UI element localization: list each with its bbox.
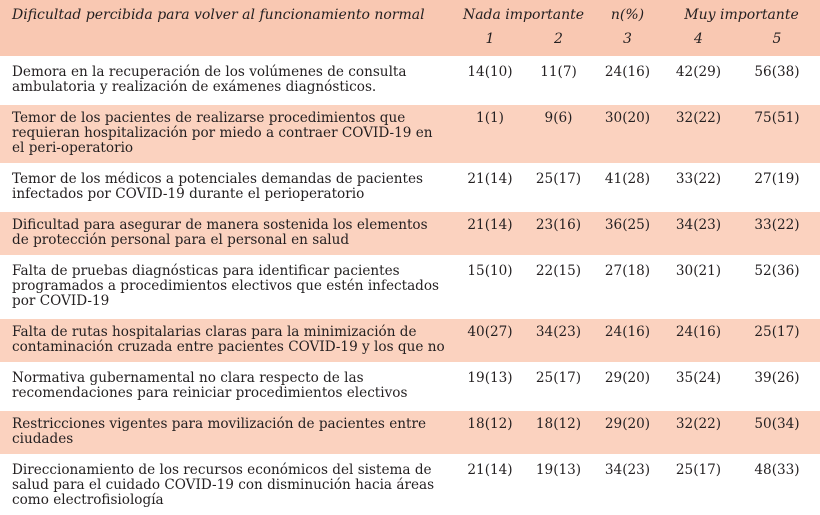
cell-scale-4: 34(23) (663, 211, 734, 257)
table-row (0, 410, 820, 456)
cell-scale-3: 34(23) (592, 456, 663, 515)
cell-scale-5: 52(36) (734, 257, 820, 318)
row-label: Restricciones vigentes para movilización de pacientes entre ciudades (0, 410, 455, 456)
cell-scale-5: 50(34) (734, 410, 820, 456)
row-label: Temor de los pacientes de realizarse procedimientos que requieran hospitalización por miedo a contraer COVID-19 en el peri-operatorio (0, 104, 455, 165)
cell-scale-4: 33(22) (663, 165, 734, 211)
cell-scale-3: 24(16) (592, 58, 663, 104)
row-label: Normativa gubernamental no clara respecto de las recomendaciones para reiniciar procedimientos electivos (0, 364, 455, 410)
cell-scale-4: 35(24) (663, 364, 734, 410)
cell-scale-1: 40(27) (455, 318, 525, 364)
cell-scale-3: 24(16) (592, 318, 663, 364)
cell-scale-2: 23(16) (525, 211, 592, 257)
row-label: Dificultad para asegurar de manera sostenida los elementos de protección personal para el personal en salud (0, 211, 455, 257)
cell-scale-5: 56(38) (734, 58, 820, 104)
cell-scale-5: 75(51) (734, 104, 820, 165)
cell-scale-5: 48(33) (734, 456, 820, 515)
table-row (0, 364, 820, 410)
table-row (0, 257, 820, 318)
cell-scale-4: 42(29) (663, 58, 734, 104)
scale-2: 2 (525, 24, 592, 58)
scale-4: 4 (663, 24, 734, 58)
row-label: Falta de pruebas diagnósticas para identificar pacientes programados a procedimientos electivos que estén infectados por COVID-19 (0, 257, 455, 318)
cell-scale-1: 1(1) (455, 104, 525, 165)
cell-scale-4: 32(22) (663, 104, 734, 165)
table-row (0, 211, 820, 257)
table-row (0, 165, 820, 211)
cell-scale-5: 33(22) (734, 211, 820, 257)
cell-scale-4: 32(22) (663, 410, 734, 456)
cell-scale-2: 34(23) (525, 318, 592, 364)
scale-1: 1 (455, 24, 525, 58)
table-row (0, 104, 820, 165)
cell-scale-3: 30(20) (592, 104, 663, 165)
cell-scale-2: 25(17) (525, 165, 592, 211)
row-label: Direccionamiento de los recursos económicos del sistema de salud para el cuidado COVID-19 con disminución hacia áreas como electrofisiología (0, 456, 455, 515)
scale-5: 5 (734, 24, 820, 58)
cell-scale-1: 15(10) (455, 257, 525, 318)
cell-scale-1: 21(14) (455, 211, 525, 257)
cell-scale-1: 21(14) (455, 456, 525, 515)
header-title: Dificultad percibida para volver al funcionamiento normal (0, 0, 455, 24)
cell-scale-1: 21(14) (455, 165, 525, 211)
header-blank (0, 24, 455, 58)
table-row (0, 456, 820, 515)
cell-scale-1: 18(12) (455, 410, 525, 456)
cell-scale-3: 36(25) (592, 211, 663, 257)
cell-scale-2: 11(7) (525, 58, 592, 104)
table-body (0, 58, 820, 515)
table-header (0, 0, 820, 58)
cell-scale-3: 27(18) (592, 257, 663, 318)
header-row-scale (0, 24, 820, 58)
cell-scale-5: 27(19) (734, 165, 820, 211)
header-row-labels (0, 0, 820, 24)
cell-scale-5: 39(26) (734, 364, 820, 410)
cell-scale-2: 22(15) (525, 257, 592, 318)
scale-3: 3 (592, 24, 663, 58)
table-row (0, 58, 820, 104)
cell-scale-1: 19(13) (455, 364, 525, 410)
row-label: Falta de rutas hospitalarias claras para la minimización de contaminación cruzada entre pacientes COVID-19 y los que no (0, 318, 455, 364)
cell-scale-3: 41(28) (592, 165, 663, 211)
cell-scale-3: 29(20) (592, 410, 663, 456)
cell-scale-4: 24(16) (663, 318, 734, 364)
header-muy-importante: Muy importante (663, 0, 820, 24)
cell-scale-1: 14(10) (455, 58, 525, 104)
cell-scale-4: 25(17) (663, 456, 734, 515)
row-label: Demora en la recuperación de los volúmenes de consulta ambulatoria y realización de exámenes diagnósticos. (0, 58, 455, 104)
cell-scale-4: 30(21) (663, 257, 734, 318)
cell-scale-2: 25(17) (525, 364, 592, 410)
header-nada-importante: Nada importante (455, 0, 592, 24)
header-n-percent: n(%) (592, 0, 663, 24)
table-row (0, 318, 820, 364)
cell-scale-2: 18(12) (525, 410, 592, 456)
cell-scale-2: 19(13) (525, 456, 592, 515)
cell-scale-5: 25(17) (734, 318, 820, 364)
cell-scale-2: 9(6) (525, 104, 592, 165)
cell-scale-3: 29(20) (592, 364, 663, 410)
row-label: Temor de los médicos a potenciales demandas de pacientes infectados por COVID-19 durante el perioperatorio (0, 165, 455, 211)
